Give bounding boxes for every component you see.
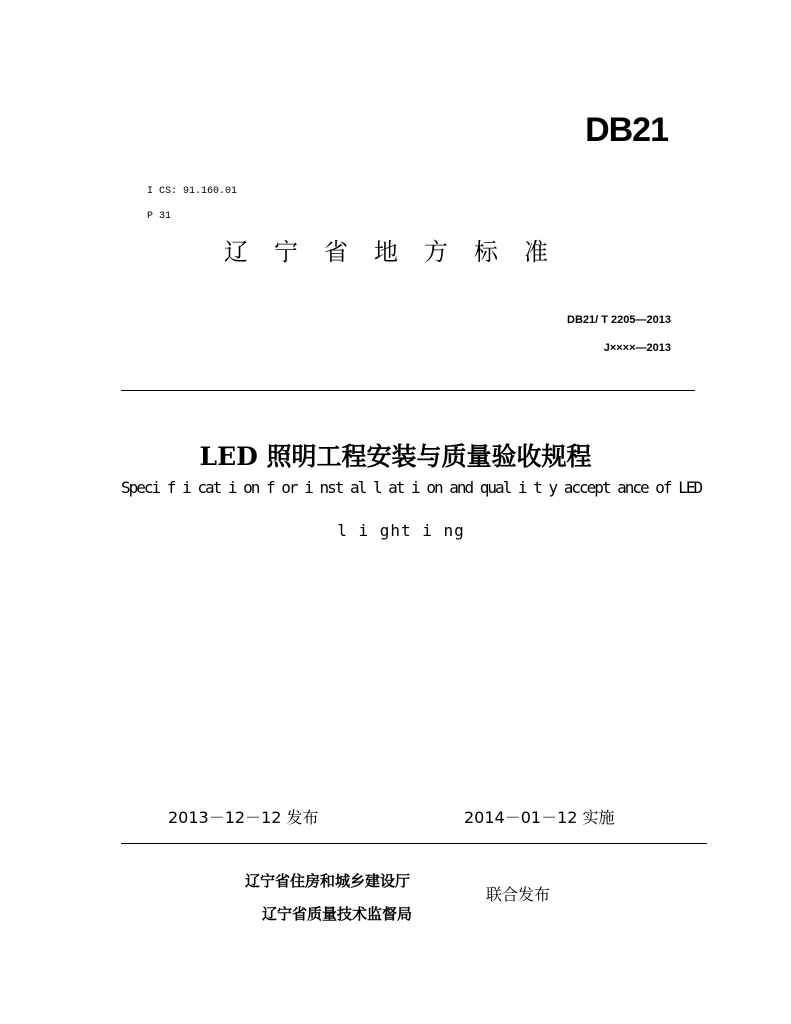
bottom-divider [121,843,707,844]
top-divider [121,390,695,391]
implementation-date: 2014－01－12 实施 [464,808,615,827]
standard-type-heading: 辽宁省地方标准 [224,238,574,266]
standard-prefix-code: DB21 [585,111,668,149]
standard-number: DB21/ T 2205—2013 [567,314,671,326]
document-title-english [121,476,702,543]
ics-classification: I CS: 91.160.01 [147,186,238,197]
issue-date: 2013－12－12 发布 [168,808,319,827]
record-number: J××××—2013 [603,342,671,354]
ccs-classification: P 31 [147,211,172,222]
issuer-housing-department: 辽宁省住房和城乡建设厅 [245,872,411,890]
english-title-line-2: l i ght i ng [337,521,465,540]
issuer-quality-bureau: 辽宁省质量技术监督局 [262,905,413,923]
joint-issue-label: 联合发布 [486,885,551,904]
document-title-chinese: LED 照明工程安装与质量验收规程 [199,442,592,471]
english-title-line-1: Speci f i cat i on f or i nst al l at i on and qual i t y accept ance of LED [121,478,702,497]
